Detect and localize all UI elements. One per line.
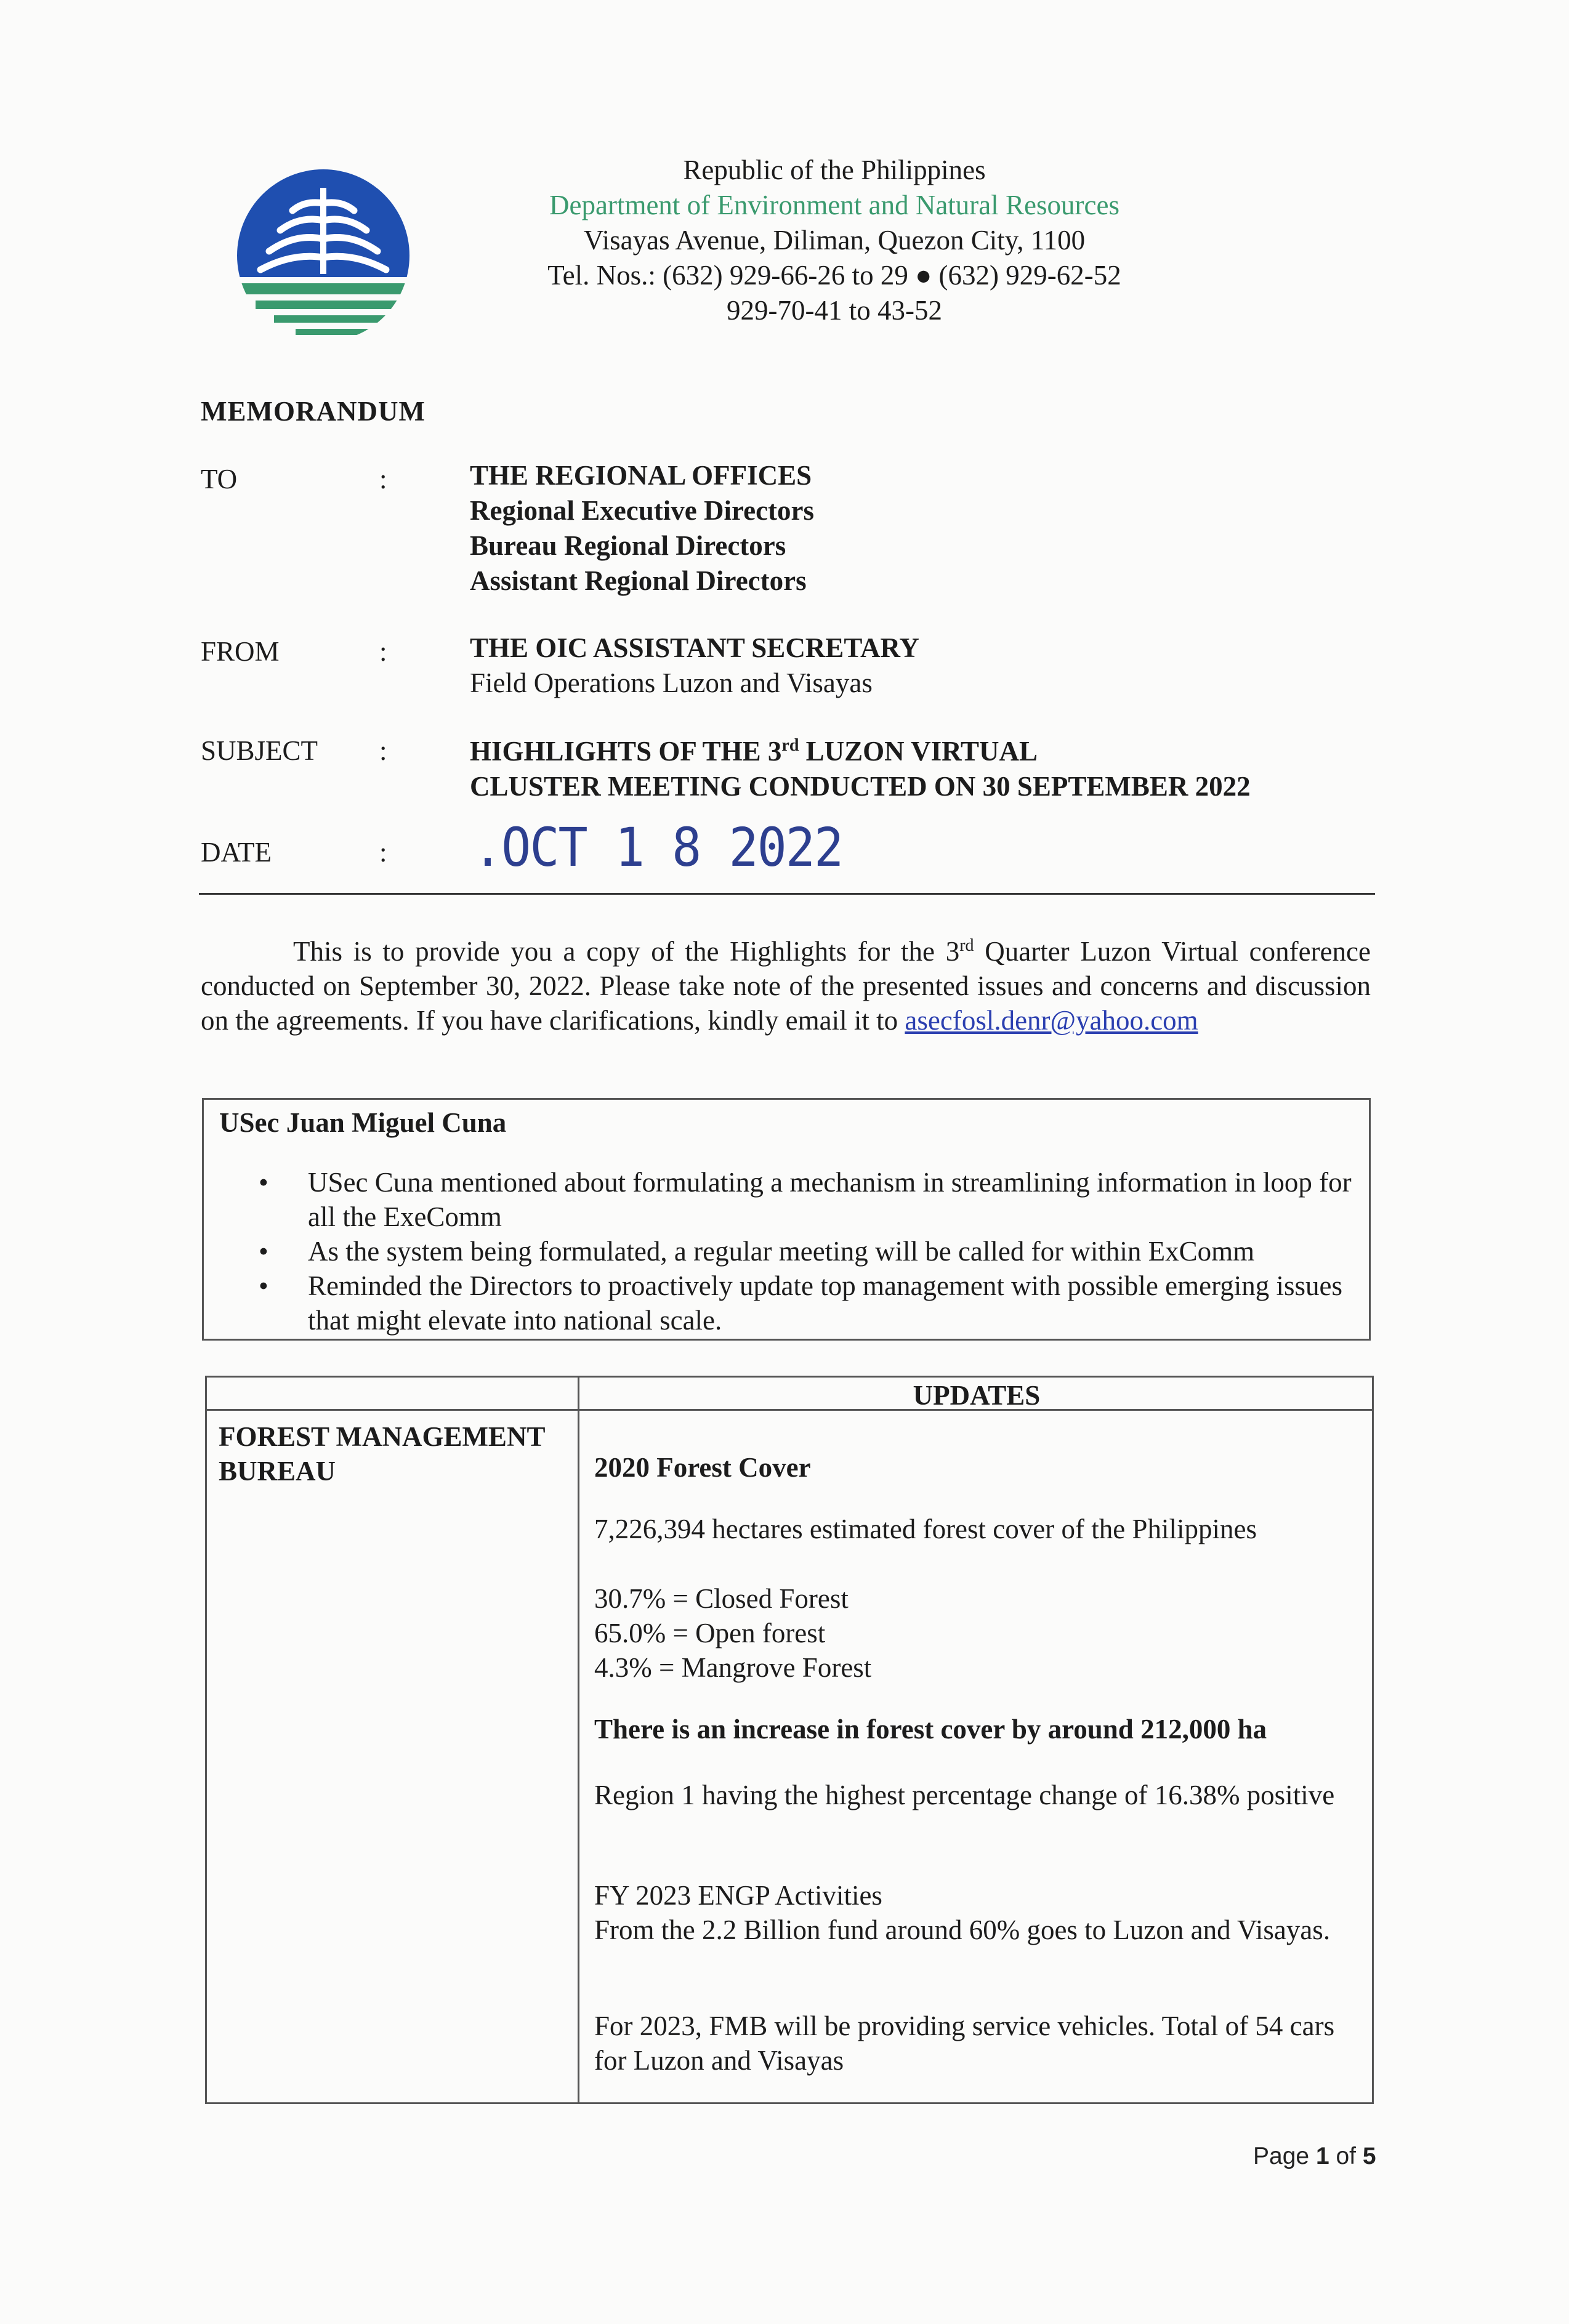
from-block xyxy=(470,631,919,701)
to-line: Bureau Regional Directors xyxy=(470,530,786,561)
closed-forest: 30.7% = Closed Forest xyxy=(594,1583,849,1614)
from-colon: : xyxy=(379,636,387,667)
table-row-label: FOREST MANAGEMENT BUREAU xyxy=(219,1421,545,1487)
intro-paragraph: This is to provide you a copy of the Highlights for the 3rd Quarter Luzon Virtual conference conducted on September 30, 2022. Please take note of the presented issues and concerns and discussion on the agreements. If you have clarifications, kindly email it to asecfosl.denr@yahoo.com xyxy=(201,936,1371,1036)
email-link[interactable]: asecfosl.denr@yahoo.com xyxy=(905,1005,1198,1036)
letterhead-tel-2: 929-70-41 to 43-52 xyxy=(727,295,942,326)
table-column-divider xyxy=(578,1376,579,2104)
date-label: DATE xyxy=(201,837,272,868)
denr-logo-icon xyxy=(231,166,416,345)
forest-increase: There is an increase in forest cover by around 212,000 ha xyxy=(594,1714,1267,1745)
from-office: Field Operations Luzon and Visayas xyxy=(470,668,873,698)
to-recipients xyxy=(470,458,814,599)
from-label: FROM xyxy=(201,636,280,667)
to-label: TO xyxy=(201,464,238,494)
region1-change: Region 1 having the highest percentage change of 16.38% positive xyxy=(594,1780,1335,1810)
subject-line-2: CLUSTER MEETING CONDUCTED ON 30 SEPTEMBER 2022 xyxy=(470,771,1251,802)
engp-text: From the 2.2 Billion fund around 60% goes to Luzon and Visayas. xyxy=(594,1914,1331,1945)
date-stamp: .OCT 1 8 2022 xyxy=(473,817,843,879)
list-item: • As the system being formulated, a regular meeting will be called for within ExComm xyxy=(259,1234,1355,1269)
forest-cover-total: 7,226,394 hectares estimated forest cover of the Philippines xyxy=(594,1514,1257,1544)
to-colon: : xyxy=(379,464,387,494)
subject-colon: : xyxy=(379,735,387,766)
letterhead-tel: Tel. Nos.: (632) 929-66-26 to 29 ● (632) 929-62-52 xyxy=(547,260,1121,291)
open-forest: 65.0% = Open forest xyxy=(594,1618,826,1648)
page-number: Page 1 of 5 xyxy=(1253,2143,1376,2169)
engp-title: FY 2023 ENGP Activities xyxy=(594,1880,882,1911)
list-item: • USec Cuna mentioned about formulating a mechanism in streamlining information in loop for all the ExeComm xyxy=(259,1165,1355,1234)
letterhead-address: Visayas Avenue, Diliman, Quezon City, 1100 xyxy=(583,225,1086,256)
mangrove-forest: 4.3% = Mangrove Forest xyxy=(594,1652,872,1683)
to-line: THE REGIONAL OFFICES xyxy=(470,460,812,491)
table-header-updates: UPDATES xyxy=(913,1380,1041,1411)
forest-cover-heading: 2020 Forest Cover xyxy=(594,1452,811,1483)
letterhead-department: Department of Environment and Natural Resources xyxy=(549,190,1119,220)
list-item: • Reminded the Directors to proactively update top management with possible emerging issues that might elevate into national scale. xyxy=(259,1269,1355,1338)
usec-bullets xyxy=(259,1165,1355,1338)
subject-line-1: HIGHLIGHTS OF THE 3rd LUZON VIRTUAL xyxy=(470,736,1038,767)
date-colon: : xyxy=(379,837,387,868)
header-divider xyxy=(199,893,1375,895)
from-name: THE OIC ASSISTANT SECRETARY xyxy=(470,632,919,663)
memo-title: MEMORANDUM xyxy=(201,396,426,427)
subject-label: SUBJECT xyxy=(201,735,318,766)
usec-title: USec Juan Miguel Cuna xyxy=(219,1107,507,1138)
to-line: Regional Executive Directors xyxy=(470,495,815,526)
to-line: Assistant Regional Directors xyxy=(470,565,807,596)
service-vehicles: For 2023, FMB will be providing service vehicles. Total of 54 cars for Luzon and Visayas xyxy=(594,2011,1335,2076)
subject-block xyxy=(470,728,1251,804)
letterhead-republic: Republic of the Philippines xyxy=(683,155,986,185)
